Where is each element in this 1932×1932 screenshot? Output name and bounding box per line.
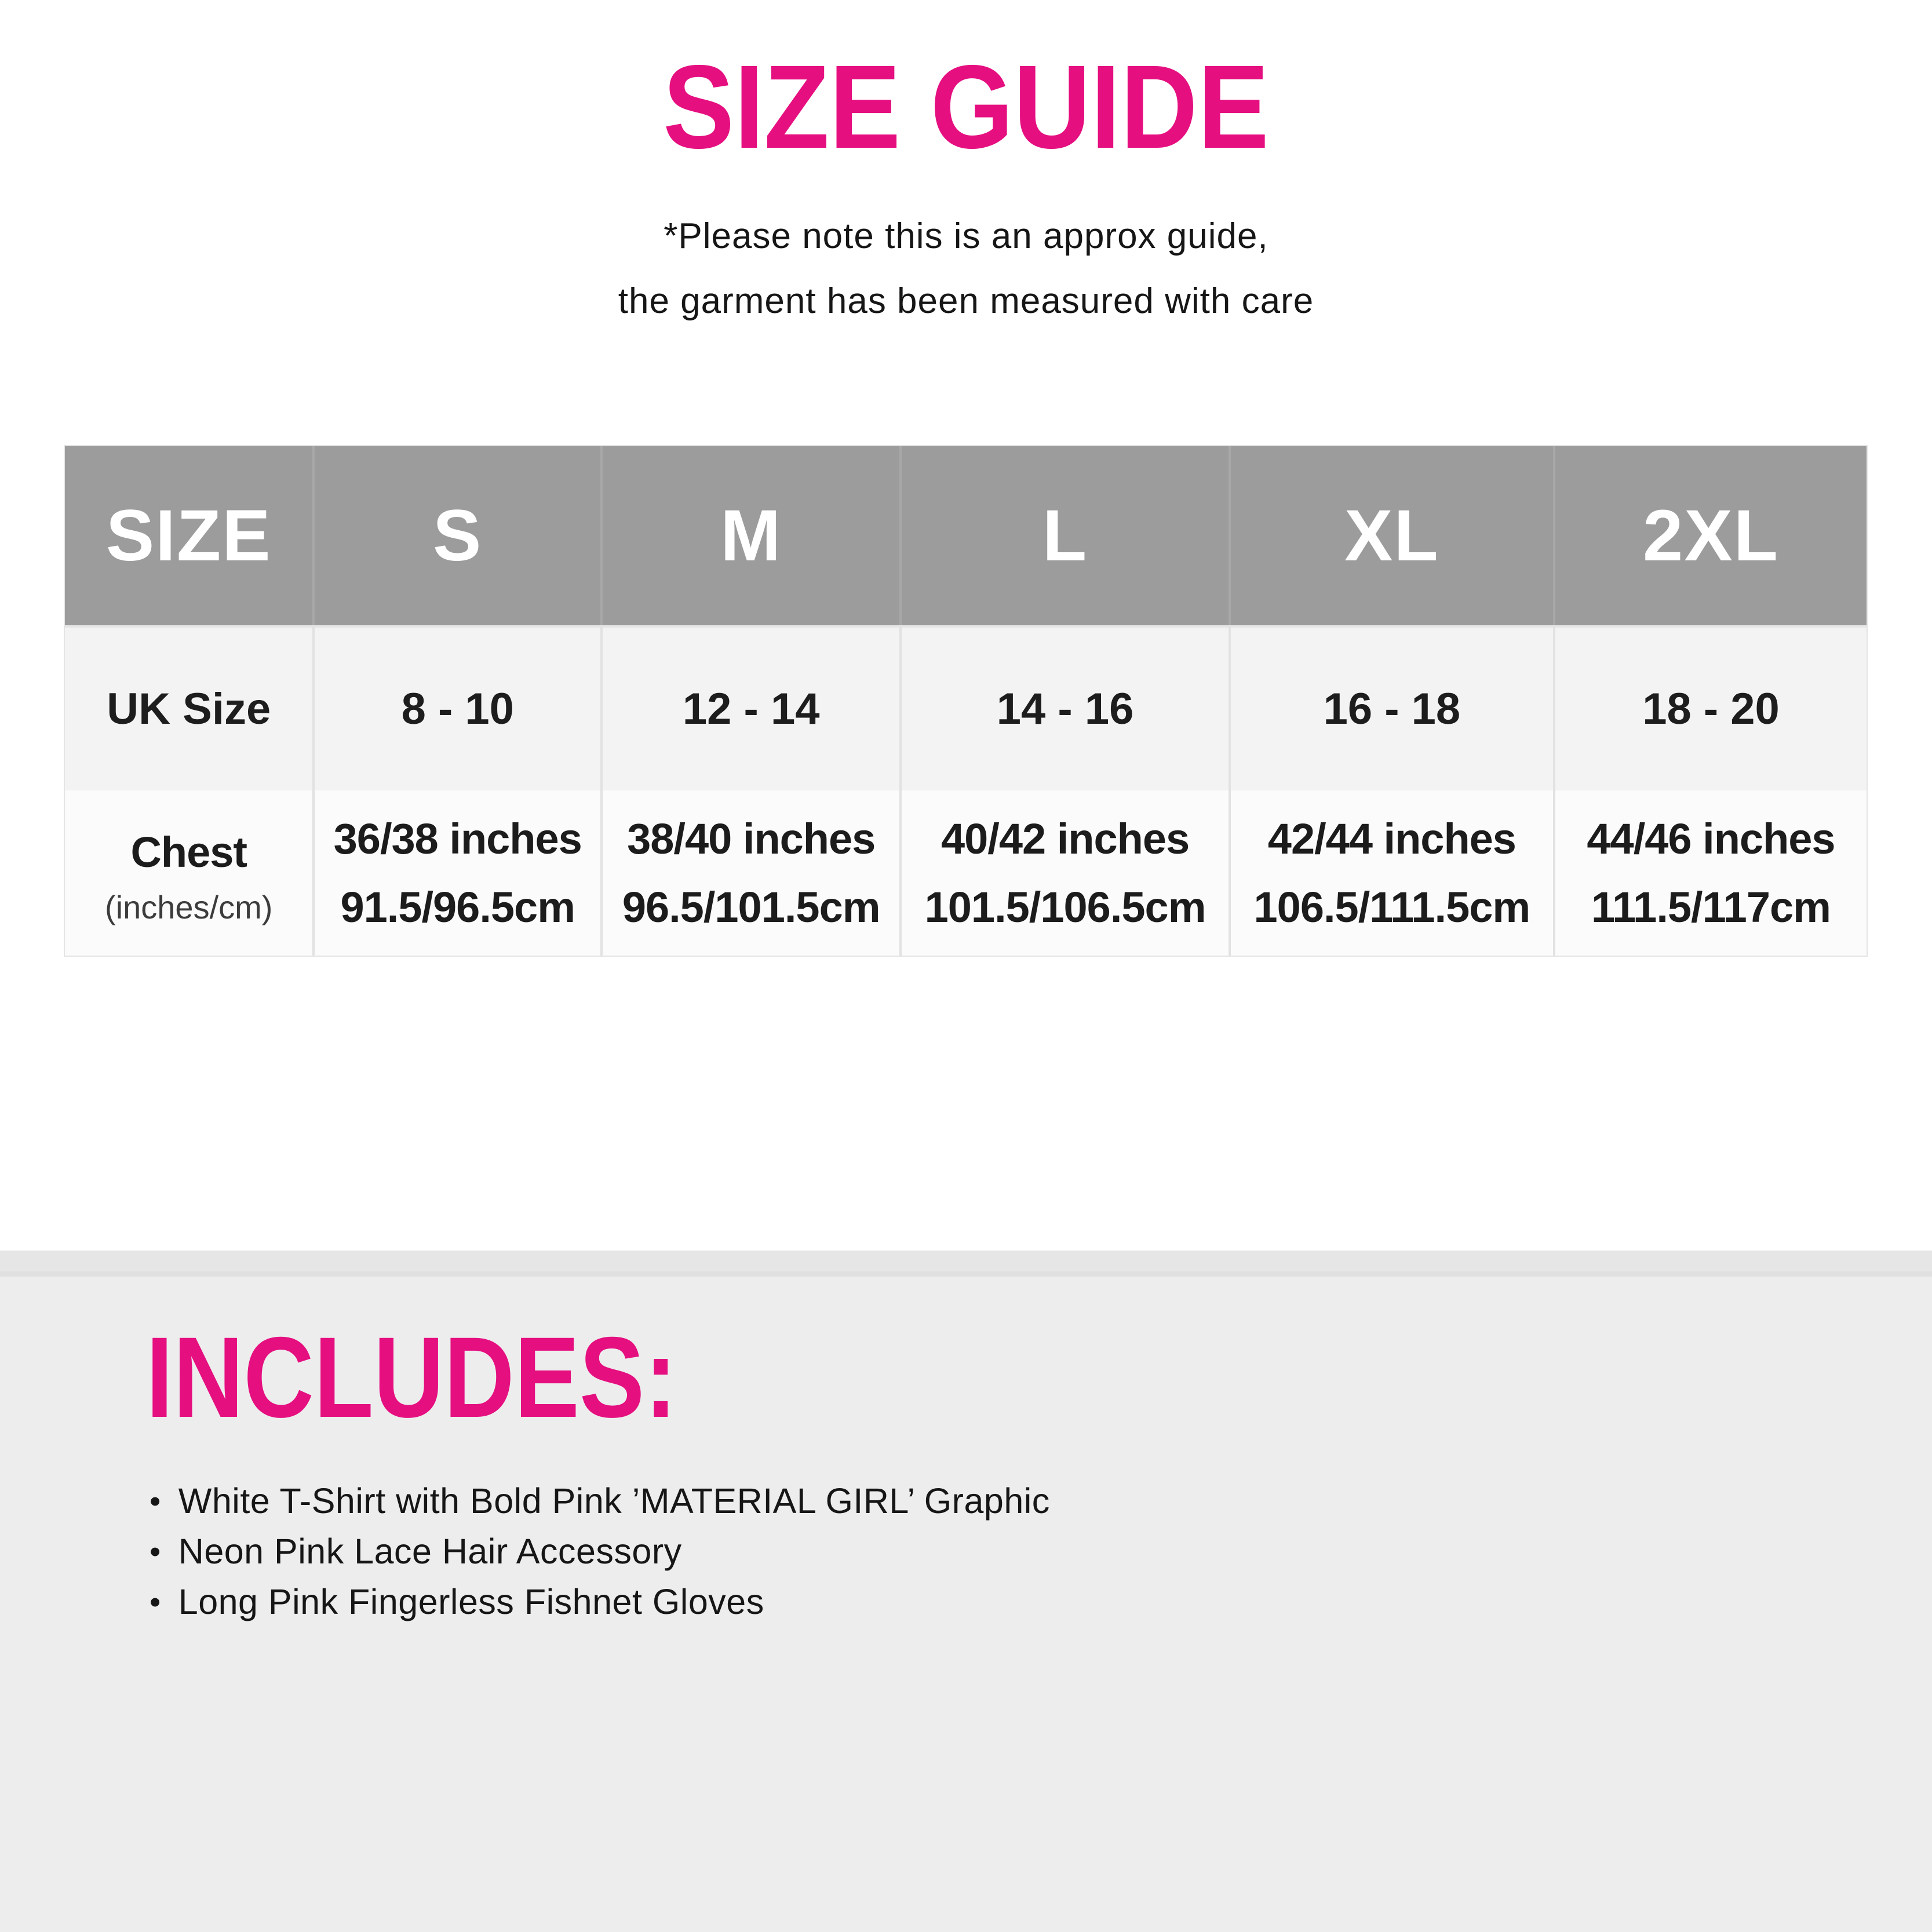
bullet-icon: •: [150, 1533, 161, 1569]
header-cell-s: S: [312, 446, 600, 625]
approx-guide-note: [0, 204, 1932, 334]
uk-size-m: 12 - 14: [600, 625, 899, 790]
chest-row-label: [65, 790, 312, 956]
chest-s: [312, 790, 600, 956]
uk-size-row: [65, 625, 1867, 790]
uk-size-xl: 16 - 18: [1229, 625, 1553, 790]
includes-heading: INCLUDES:: [146, 1313, 677, 1441]
chest-xl: [1229, 790, 1553, 956]
header-cell-m: M: [600, 446, 899, 625]
list-item: [150, 1526, 1050, 1576]
uk-size-l: 14 - 16: [899, 625, 1228, 790]
size-table: [64, 445, 1868, 957]
chest-2xl-cm: 111.5/117cm: [1591, 883, 1831, 931]
note-line-2: the garment has been measured with care: [618, 281, 1314, 321]
chest-label: Chest: [130, 828, 247, 876]
includes-item-tshirt: White T-Shirt with Bold Pink ’MATERIAL GIRL’ Graphic: [178, 1481, 1050, 1521]
chest-units-label: (inches/cm): [105, 888, 273, 925]
chest-l: [899, 790, 1228, 956]
uk-size-2xl: 18 - 20: [1553, 625, 1867, 790]
includes-list: [150, 1475, 1050, 1627]
chest-xl-inches: 42/44 inches: [1267, 814, 1516, 863]
uk-size-s: 8 - 10: [312, 625, 600, 790]
chest-2xl: [1553, 790, 1867, 956]
header-cell-2xl: 2XL: [1553, 446, 1867, 625]
header-cell-l: L: [899, 446, 1228, 625]
uk-size-row-label: UK Size: [65, 625, 312, 790]
chest-2xl-inches: 44/46 inches: [1587, 814, 1835, 863]
chest-m-inches: 38/40 inches: [627, 814, 876, 863]
list-item: [150, 1475, 1050, 1526]
bullet-icon: •: [150, 1482, 161, 1519]
chest-s-inches: 36/38 inches: [333, 814, 582, 863]
chest-l-cm: 101.5/106.5cm: [924, 883, 1206, 931]
chest-row: [65, 790, 1867, 956]
note-line-1: *Please note this is an approx guide,: [664, 216, 1268, 256]
list-item: [150, 1576, 1050, 1627]
page-title: SIZE GUIDE: [663, 41, 1269, 173]
header-cell-xl: XL: [1229, 446, 1553, 625]
section-divider-strip: [0, 1251, 1932, 1271]
header-cell-size: SIZE: [65, 446, 312, 625]
chest-m: [600, 790, 899, 956]
section-divider-line: [0, 1271, 1932, 1277]
includes-item-gloves: Long Pink Fingerless Fishnet Gloves: [178, 1581, 764, 1621]
includes-item-hair-accessory: Neon Pink Lace Hair Accessory: [178, 1531, 682, 1571]
size-table-header-row: [65, 446, 1867, 625]
chest-xl-cm: 106.5/111.5cm: [1253, 883, 1530, 931]
bullet-icon: •: [150, 1583, 161, 1620]
chest-l-inches: 40/42 inches: [941, 814, 1190, 863]
chest-m-cm: 96.5/101.5cm: [622, 883, 880, 931]
chest-s-cm: 91.5/96.5cm: [340, 883, 575, 931]
